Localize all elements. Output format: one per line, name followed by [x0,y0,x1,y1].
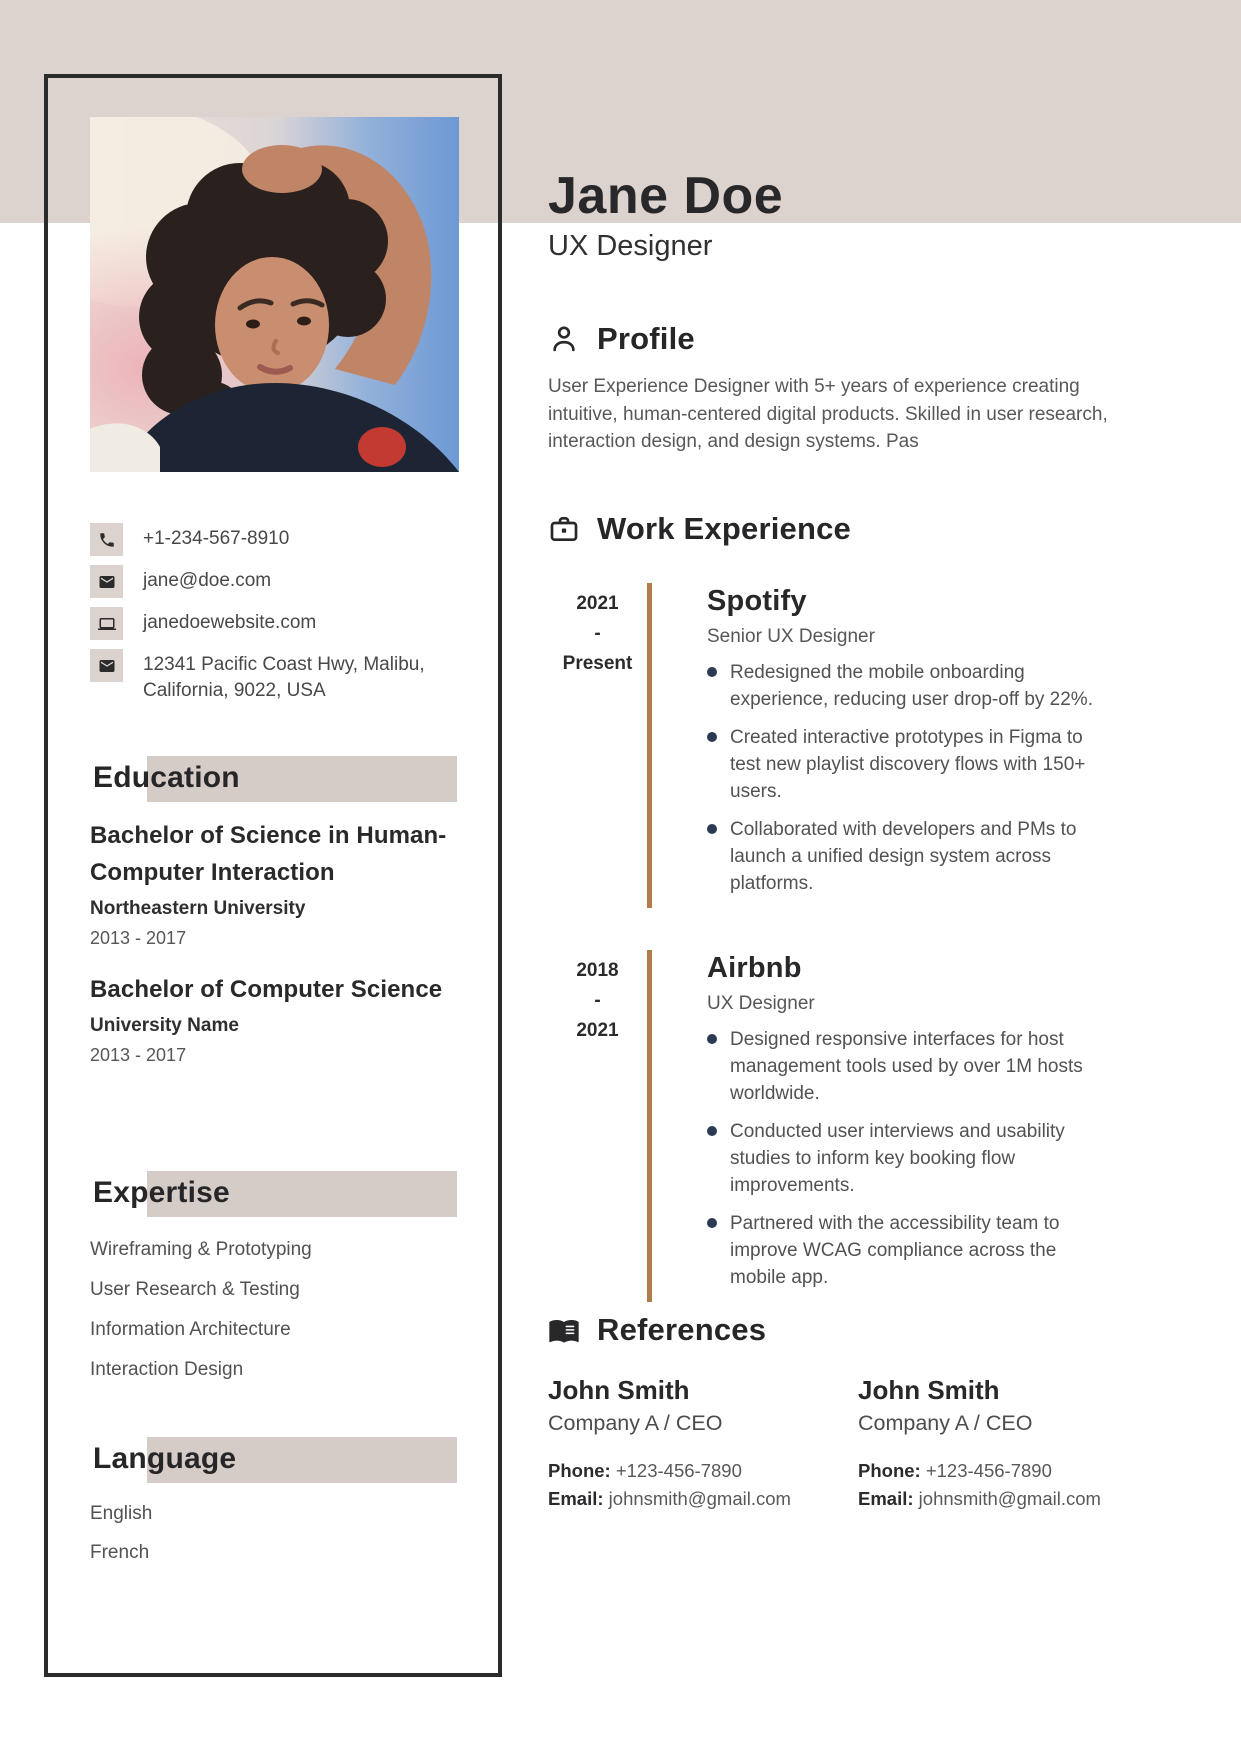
reference-phone: +123-456-7890 [615,1460,742,1481]
address-text: 12341 Pacific Coast Hwy, Malibu, California, 9022, USA [143,654,425,701]
degree-title: Bachelor of Science in Human-Computer Interaction [90,822,447,886]
education-section [90,753,462,1068]
job-entry-airbnb [548,950,1115,1302]
job-details [652,950,1115,1302]
expertise-heading [90,1168,462,1218]
job-bullets [707,1026,1115,1291]
reference-contact [858,1457,1148,1513]
work-experience-section [548,511,1115,1302]
expertise-item: Wireframing & Prototyping [90,1239,312,1260]
profile-photo [90,117,459,472]
bullet-dot-icon [707,1126,717,1136]
phone-label: Phone: [858,1460,921,1481]
school-name: Northeastern University [90,898,306,919]
reference-name: John Smith [858,1375,1000,1405]
language-heading [90,1434,462,1484]
job-dates [548,950,647,1302]
job-date-separator: - [594,623,601,644]
bullet-item [707,1210,1115,1291]
email-label: Email: [858,1488,914,1509]
contact-row-website [90,607,462,640]
job-entry-spotify [548,583,1115,908]
expertise-list [90,1236,462,1383]
language-list [90,1500,462,1566]
reference-phone-line [858,1457,1148,1485]
education-heading-label: Education [93,761,240,794]
reference-email[interactable]: johnsmith@gmail.com [918,1488,1101,1509]
address-icon [90,649,123,682]
bullet-text: Created interactive prototypes in Figma to test new playlist discovery flows with 150+ users. [730,727,1086,802]
reference-company: Company A / CEO [858,1411,1033,1435]
bullet-dot-icon [707,667,717,677]
expertise-heading-label: Expertise [93,1176,230,1209]
reference-email-line [858,1485,1148,1513]
person-title: UX Designer [548,230,713,262]
contact-row-phone [90,523,462,556]
contact-row-email [90,565,462,598]
job-role: UX Designer [707,993,815,1014]
reference-card [548,1374,838,1513]
website-text[interactable]: janedoewebsite.com [143,612,317,633]
reference-phone-line [548,1457,838,1485]
bullet-text: Conducted user interviews and usability studies to inform key booking flow improvements. [730,1121,1065,1196]
job-date-start: 2018 [576,960,619,981]
profile-text: User Experience Designer with 5+ years of experience creating intuitive, human-centered digital products. Skilled in user research, interaction design, and design systems. Pas [548,376,1108,452]
bullet-dot-icon [707,1034,717,1044]
job-dates [548,583,647,908]
job-date-start: 2021 [576,593,619,614]
job-bullets [707,659,1115,897]
bullet-text: Partnered with the accessibility team to improve WCAG compliance across the mobile app. [730,1213,1060,1288]
language-item: French [90,1542,150,1563]
education-dates: 2013 - 2017 [90,1045,187,1065]
job-role: Senior UX Designer [707,626,875,647]
expertise-item: User Research & Testing [90,1279,300,1300]
profile-section [548,321,1118,456]
reference-name: John Smith [548,1375,690,1405]
references-heading-label: References [597,1312,767,1347]
reference-email-line [548,1485,838,1513]
job-date-end: 2021 [576,1020,619,1041]
briefcase-icon [548,513,580,545]
company-name: Spotify [707,585,807,617]
phone-icon [90,523,123,556]
bullet-item [707,724,1115,805]
education-heading [90,753,462,803]
phone-text: +1-234-567-8910 [143,528,290,549]
education-entry [90,817,462,951]
school-name: University Name [90,1015,239,1036]
language-item: English [90,1503,153,1524]
expertise-section [90,1168,462,1396]
email-text[interactable]: jane@doe.com [143,570,272,591]
email-icon [90,565,123,598]
degree-title: Bachelor of Computer Science [90,976,443,1003]
email-label: Email: [548,1488,604,1509]
bullet-text: Redesigned the mobile onboarding experience, reducing user drop-off by 22%. [730,662,1093,710]
language-heading-label: Language [93,1442,237,1475]
reference-phone: +123-456-7890 [925,1460,1052,1481]
references-section [548,1312,1148,1513]
bullet-item [707,1026,1115,1107]
reference-contact [548,1457,838,1513]
job-date-end: Present [562,653,633,674]
header-block [548,168,1148,265]
work-experience-heading [548,511,1115,547]
job-details [652,583,1115,908]
references-heading [548,1312,1148,1348]
book-icon [548,1314,580,1346]
bullet-text: Collaborated with developers and PMs to launch a unified design system across platforms. [730,819,1077,894]
language-section [90,1434,462,1578]
reference-list [548,1374,1148,1513]
expertise-item: Interaction Design [90,1359,244,1380]
work-experience-heading-label: Work Experience [597,511,851,546]
website-icon [90,607,123,640]
reference-company: Company A / CEO [548,1411,723,1435]
portrait-illustration [90,117,459,472]
company-name: Airbnb [707,952,802,984]
education-entry [90,971,462,1068]
bullet-dot-icon [707,1218,717,1228]
bullet-item [707,659,1115,713]
phone-label: Phone: [548,1460,611,1481]
bullet-dot-icon [707,732,717,742]
bullet-item [707,816,1115,897]
job-date-separator: - [594,990,601,1011]
person-name: Jane Doe [548,167,784,225]
job-list [548,583,1115,1302]
person-icon [548,323,580,355]
contact-row-address [90,649,462,704]
profile-heading-label: Profile [597,321,695,356]
bullet-text: Designed responsive interfaces for host management tools used by over 1M hosts worldwide. [730,1029,1083,1104]
reference-card [858,1374,1148,1513]
contact-list [90,523,462,713]
profile-heading [548,321,1118,357]
bullet-item [707,1118,1115,1199]
expertise-item: Information Architecture [90,1319,291,1340]
education-dates: 2013 - 2017 [90,928,187,948]
reference-email[interactable]: johnsmith@gmail.com [608,1488,791,1509]
bullet-dot-icon [707,824,717,834]
